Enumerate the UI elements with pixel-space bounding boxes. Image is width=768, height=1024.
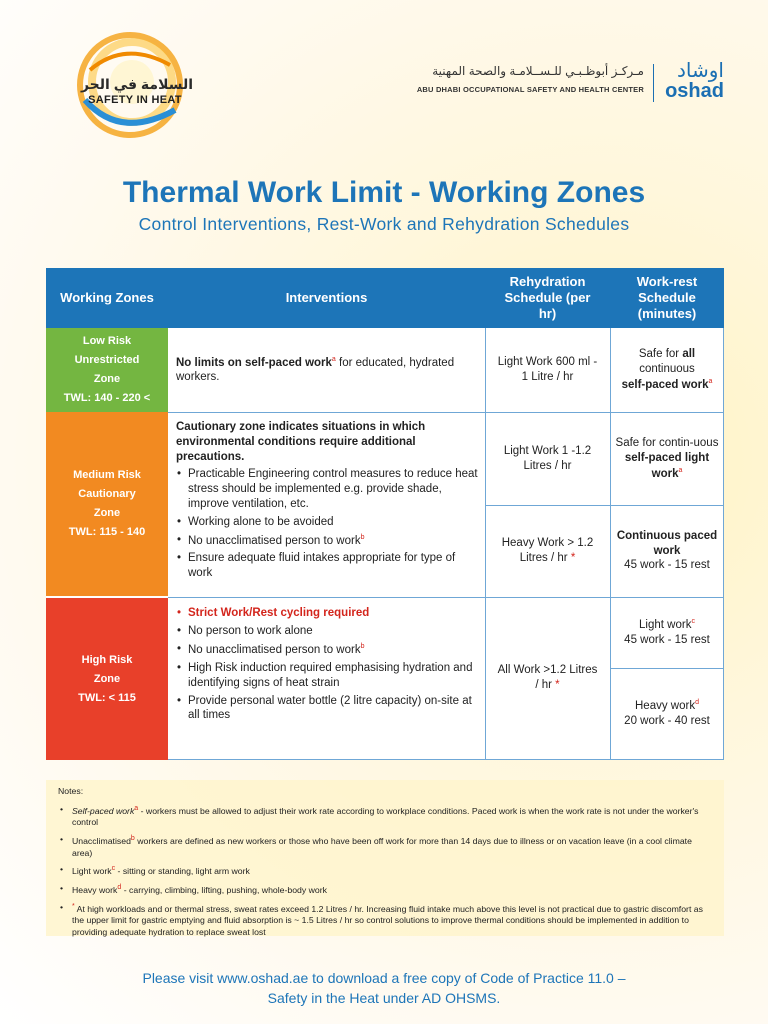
list-item: • Strict Work/Rest cycling required xyxy=(176,606,481,621)
logo-arabic-text: السلامة في الحر xyxy=(80,76,194,92)
logo-divider xyxy=(653,64,654,102)
page-title: Thermal Work Limit - Working Zones xyxy=(122,176,646,209)
medium-workrest-light-pre: Safe for contin-uous xyxy=(615,436,719,449)
zone-medium-risk xyxy=(46,412,168,596)
zone-low-zone: Zone xyxy=(93,373,121,385)
zone-medium-zone: Zone xyxy=(93,507,121,519)
low-intervention-rest: for educated, hydrated workers. xyxy=(176,356,455,384)
notes-box xyxy=(46,780,724,936)
high-intervention xyxy=(176,606,481,726)
notes-title: Notes: xyxy=(58,786,84,796)
medium-bullets xyxy=(176,467,481,581)
low-rehydration: Light Work 600 ml - 1 Litre / hr xyxy=(497,356,598,383)
list-item: • No unacclimatised person to work$^b$ xyxy=(176,533,481,549)
medium-workrest-heavy-val: 45 work - 15 rest xyxy=(624,559,710,572)
safety-in-heat-logo xyxy=(50,30,194,140)
footer-line-1: Please visit www.oshad.ae to download a free copy of Code of Practice 11.0 – xyxy=(142,970,626,986)
zone-medium-label: Cautionary xyxy=(78,488,136,500)
oshad-english: oshad xyxy=(665,80,724,102)
center-arabic-name: مـركـز أبوظـبـي للـســلامـة والصحة المهنية xyxy=(432,64,644,78)
list-item: • Working alone to be avoided xyxy=(176,515,481,530)
list-item: • No unacclimatised person to work$^b$ xyxy=(176,642,481,658)
zone-high-risk xyxy=(46,598,168,760)
notes-list xyxy=(58,804,712,939)
high-work-rest-heavy: Heavy work$^d$ 20 work - 40 rest xyxy=(624,699,710,727)
header-interventions: Interventions xyxy=(168,268,485,328)
header-work-rest: Work-rest Schedule (minutes) xyxy=(610,268,724,328)
zone-low-risk xyxy=(46,328,168,412)
zone-medium-twl: TWL: 115 - 140 xyxy=(68,526,146,538)
low-work-rest: Safe for all continuous self-paced work$^a$ xyxy=(621,348,713,391)
medium-workrest-light-bold: self-paced light work xyxy=(624,451,710,480)
list-item: • No person to work alone xyxy=(176,624,481,639)
list-item: • Self-paced work$^a$ - workers must be allowed to adjust their work rate according to workplace conditions. Paced work is when the work rate is not under the worker's control xyxy=(58,804,712,829)
low-workrest-bold: self-paced work xyxy=(621,378,709,391)
high-workrest-light-val: 45 work - 15 rest xyxy=(624,633,710,646)
list-item: • Provide personal water bottle (2 litre capacity) on-site at all times xyxy=(176,694,481,724)
high-work-rest-light: Light work$^c$ 45 work - 15 rest xyxy=(624,618,710,646)
medium-work-rest-heavy xyxy=(614,505,720,597)
medium-rehydration-heavy: Heavy Work > 1.2 Litres / hr * xyxy=(501,537,594,564)
grid-line xyxy=(610,328,611,760)
grid-line xyxy=(168,759,724,760)
footer-line-2: Safety in the Heat under AD OHSMS. xyxy=(267,989,501,1006)
header-working-zones: Working Zones xyxy=(46,268,168,328)
medium-rehydration-light: Light Work 1 -1.2 Litres / hr xyxy=(503,444,592,472)
high-workrest-heavy: Heavy work xyxy=(635,699,696,712)
high-workrest-light: Light work xyxy=(639,618,692,631)
list-item: • Practicable Engineering control measures to reduce heat stress should be implemented e.g. provide shade, improve ventilation, etc. xyxy=(176,467,481,512)
low-workrest-cont: continuous xyxy=(639,363,695,376)
medium-intro: Cautionary zone indicates situations in which environmental conditions require additional precautions. xyxy=(176,421,426,463)
working-zones-table xyxy=(46,268,724,760)
high-workrest-heavy-val: 20 work - 40 rest xyxy=(624,714,710,727)
footer-text xyxy=(0,969,768,1008)
page-subtitle: Control Interventions, Rest-Work and Rehydration Schedules xyxy=(138,214,630,234)
medium-intervention xyxy=(176,420,481,584)
high-rehydration: All Work >1.2 Litres / hr * xyxy=(497,664,598,691)
high-bullets xyxy=(176,606,481,723)
center-english-name: ABU DHABI OCCUPATIONAL SAFETY AND HEALTH CENTER xyxy=(416,85,644,94)
zone-medium-name: Medium Risk xyxy=(73,469,141,481)
low-intervention-bold: No limits on self-paced work xyxy=(176,356,332,369)
low-intervention: No limits on self-paced work$^a$ for educated, hydrated workers. xyxy=(176,355,455,384)
zone-high-name: High Risk xyxy=(81,653,133,666)
oshad-logo xyxy=(404,62,724,106)
list-item: • Ensure adequate fluid intakes appropriate for type of work xyxy=(176,551,481,581)
zone-low-label: Unrestricted xyxy=(74,354,140,366)
oshad-arabic: اوشاد xyxy=(677,60,724,82)
list-item: • High Risk induction required emphasising hydration and identifying signs of heat strain xyxy=(176,661,481,691)
zone-high-twl: TWL: < 115 xyxy=(78,691,136,704)
list-item: • * At high workloads and or thermal stress, sweat rates exceed 1.2 Litres / hr. Increasing fluid intake much above this level is not practical due to gastric discomfort as the upper limit for gastric emptying and fluid absorption is ~ 1.5 Litres / hr so control solutions to improve thermal conditions should be implemented in addition to providing adequate hydration to replace sweat lost xyxy=(58,902,712,939)
list-item: • Unacclimatised$^b$ workers are defined as new workers or those who have been off work for more than 14 days due to illness or on vacation leave (in a cool climate area) xyxy=(58,834,712,859)
zone-low-name: Low Risk xyxy=(82,335,132,347)
low-workrest-pre: Safe for xyxy=(638,348,683,361)
zone-low-twl: TWL: 140 - 220 < xyxy=(63,392,151,404)
medium-work-rest-light: Safe for contin-uous self-paced light work$^a$ xyxy=(615,436,719,480)
grid-line xyxy=(485,328,486,760)
medium-workrest-heavy-bold: Continuous paced work xyxy=(616,529,718,557)
grid-line xyxy=(723,328,724,760)
zone-high-zone: Zone xyxy=(93,672,121,685)
logo-english-text: SAFETY IN HEAT xyxy=(88,94,182,106)
header-rehydration: Rehydration Schedule (per hr) xyxy=(485,268,610,328)
list-item: • Heavy work$^d$ - carrying, climbing, lifting, pushing, whole-body work xyxy=(58,883,712,897)
list-item: • Light work$^c$ - sitting or standing, light arm work xyxy=(58,864,712,878)
low-workrest-all: all xyxy=(682,348,696,361)
